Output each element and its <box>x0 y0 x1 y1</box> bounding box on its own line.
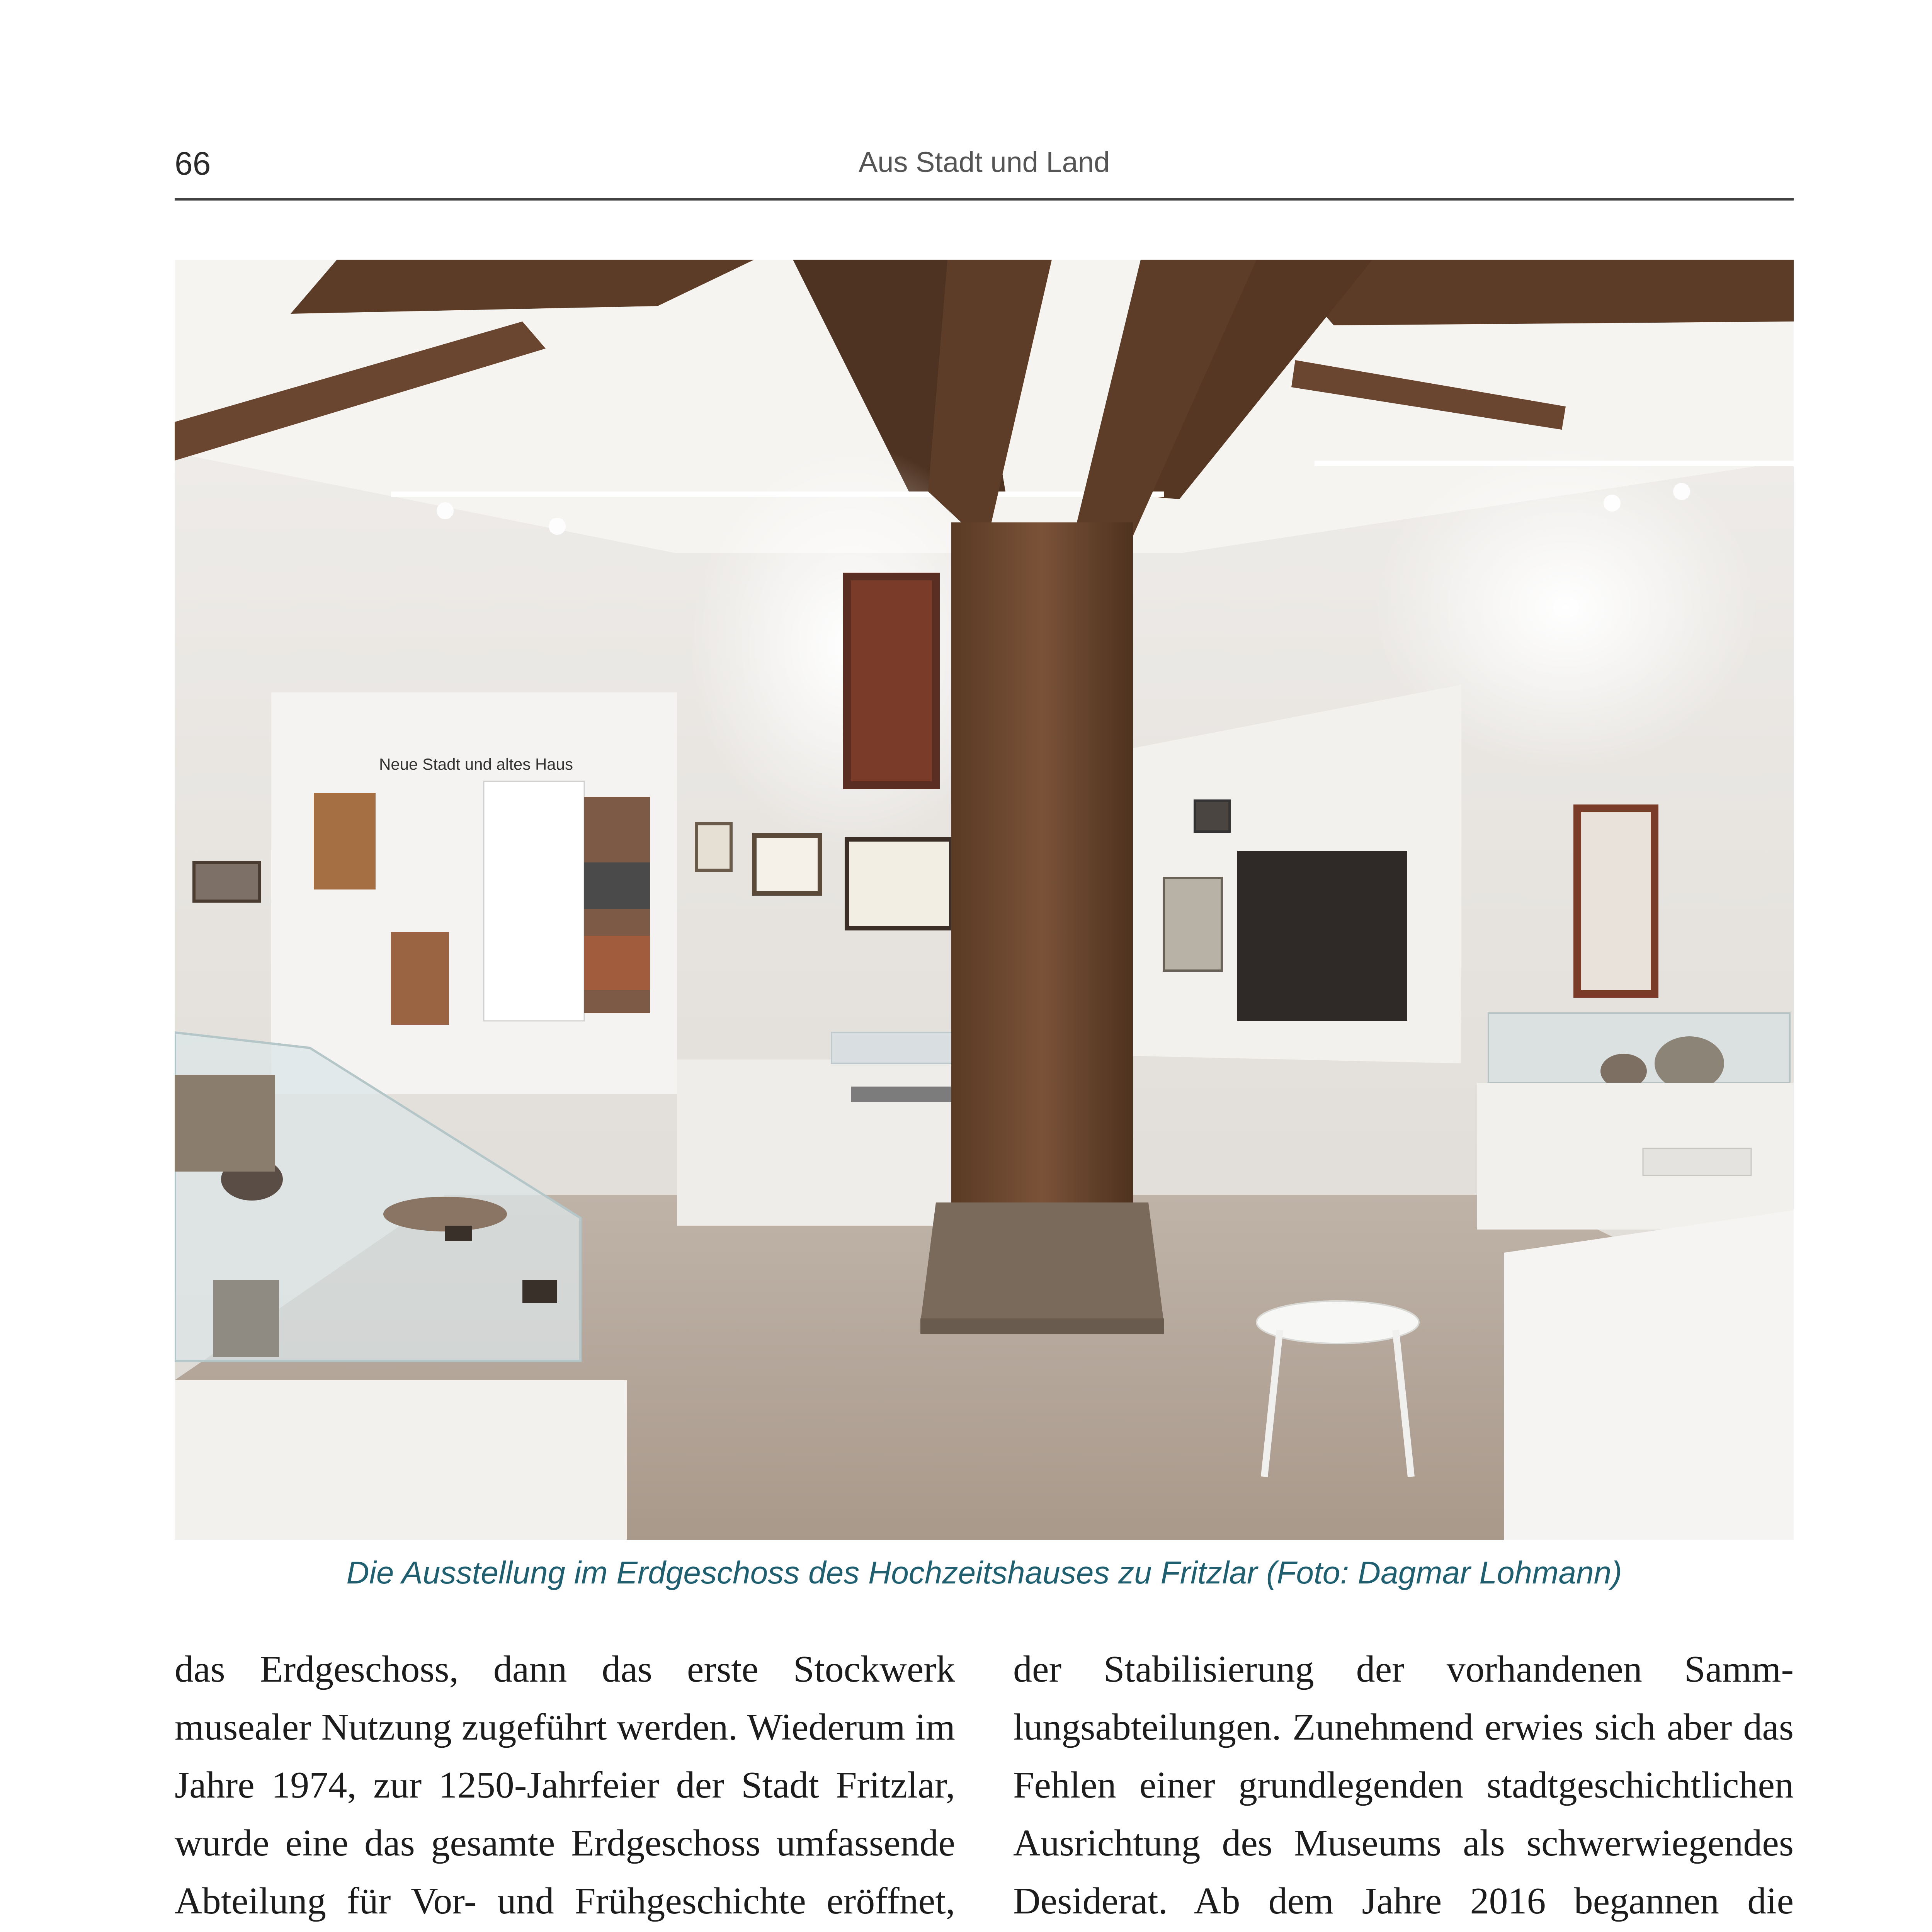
header-rule <box>175 198 1794 201</box>
panel-title: Neue Stadt und altes Haus <box>379 755 573 773</box>
paragraph: das Erdgeschoss, dann das erste Stockwerk musealer Nutzung zugeführt werden. Wiederum im Jahre 1974, zur 1250-Jahrfeier der Stadt Fritzlar, wurde eine das gesamte Erdgeschoss umfassende Abteilung für Vor- und Frühgeschichte eröffnet, <box>175 1648 955 1922</box>
exhibition-photo <box>175 260 1794 1540</box>
page-number: 66 <box>175 145 211 182</box>
exhibition-photo-illustration <box>175 260 1794 1540</box>
figure-caption: Die Ausstellung im Erdgeschoss des Hochzeitshauses zu Fritzlar (Foto: Dagmar Lohmann) <box>346 1555 1622 1590</box>
running-head: Aus Stadt und Land <box>858 146 1110 178</box>
page-header <box>175 141 1794 191</box>
text-column-left <box>175 1640 955 1932</box>
paragraph: der Stabilisierung der vorhandenen Sammlungsabteilungen. Zunehmend erwies sich aber das Fehlen einer grundlegenden stadtgeschichtlichen Ausrichtung des Museums als schwerwiegendes Desiderat. Ab dem Jahre 2016 begannen die <box>1013 1648 1794 1922</box>
text-column-right <box>1013 1640 1794 1932</box>
